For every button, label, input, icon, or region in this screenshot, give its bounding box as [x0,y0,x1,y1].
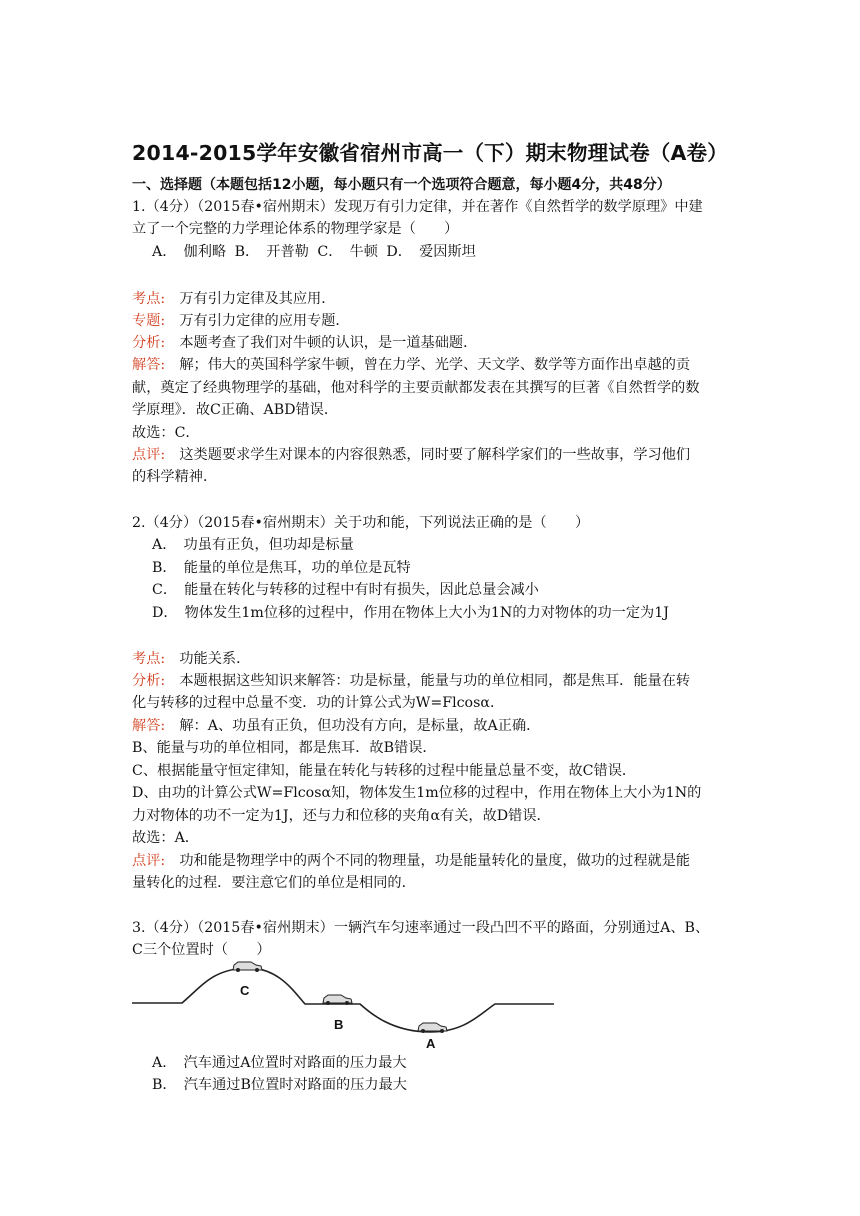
q1-zhuanti [132,311,350,331]
q1-fenxi-text: 本题考查了我们对牛顿的认识，是一道基础题． [165,335,478,351]
section-heading: 一、选择题（本题包括12小题，每小题只有一个选项符合题意，每小题4分，共48分） [132,177,671,193]
q2-option-d: D． 物体发生1m位移的过程中，作用在物体上大小为1N的力对物体的功一定为1J [152,605,669,621]
q2-option-b: B． 能量的单位是焦耳，功的单位是瓦特 [152,560,411,576]
q2-dianping-line2: 量转化的过程．要注意它们的单位是相同的． [132,875,416,891]
figure-label-c: C [240,983,250,998]
q2-fenxi-text1: 本题根据这些知识来解答：功是标量，能量与功的单位相同，都是焦耳．能量在转 [165,673,691,689]
q1-dianping-line1 [132,445,690,465]
car-c-icon [233,962,262,972]
q1-option-c: C． 牛顿 [317,244,378,260]
q2-option-c: C． 能量在转化与转移的过程中有时有损失，因此总量会减小 [152,582,539,598]
label-dianping: 点评: [132,853,166,869]
page-title: 2014-2015学年安徽省宿州市高一（下）期末物理试卷（A卷） [132,141,728,165]
figure-label-b: B [334,1017,344,1032]
q2-jieda-line3: C、根据能量守恒定律知，能量在转化与转移的过程中能量总量不变，故C错误． [132,763,637,779]
car-a-icon [418,1023,447,1033]
label-jieda: 解答: [132,357,166,373]
q2-fenxi-line1 [132,671,690,691]
q1-option-a: A． 伽利略 [152,244,227,260]
q3-stem-line1: 3.（4分）（2015春•宿州期末）一辆汽车匀速率通过一段凸凹不平的路面，分别通过A、B、 [132,920,710,936]
figure-label-a: A [426,1036,436,1050]
q1-zhuanti-text: 万有引力定律的应用专题． [165,313,350,329]
q2-jieda-text1: 解：A、功虽有正负，但功没有方向，是标量，故A正确． [165,718,541,734]
q2-kaodian [132,649,250,669]
label-kaodian: 考点: [132,651,166,667]
q2-jieda-line4: D、由功的计算公式W=Flcosα知，物体发生1m位移的过程中，作用在物体上大小为1N的 [132,785,702,801]
q2-answer: 故选：A． [132,830,199,846]
q1-stem-line1: 1.（4分）（2015春•宿州期末）发现万有引力定律，并在著作《自然哲学的数学原理》中建 [132,199,703,215]
q3-option-b: B． 汽车通过B位置时对路面的压力最大 [152,1077,407,1093]
q2-jieda-line5: 力对物体的功不一定为1J，还与力和位移的夹角α有关，故D错误． [132,808,551,824]
q2-fenxi-line2: 化与转移的过程中总量不变．功的计算公式为W=Flcosα． [132,695,505,711]
q1-options [152,242,476,262]
q1-option-d: D． 爱因斯坦 [386,244,476,260]
q2-option-a: A． 功虽有正负，但功却是标量 [152,537,354,553]
q1-option-b: B． 开普勒 [234,244,309,260]
q1-jieda-text1: 解；伟大的英国科学家牛顿，曾在力学、光学、天文学、数学等方面作出卓越的贡 [165,357,691,373]
road-figure [130,958,560,1050]
q1-jieda-line2: 献，奠定了经典物理学的基础，他对科学的主要贡献都发表在其撰写的巨著《自然哲学的数 [132,380,700,396]
q2-jieda-line1 [132,716,540,736]
q1-fenxi [132,333,477,353]
car-b-icon [323,995,352,1005]
q2-dianping-text1: 功和能是物理学中的两个不同的物理量，功是能量转化的量度，做功的过程就是能 [165,853,691,869]
q1-stem-line2: 立了一个完整的力学理论体系的物理学家是（ ） [132,221,459,237]
q3-stem-line2: C三个位置时（ ） [132,942,271,958]
q2-jieda-line2: B、能量与功的单位相同，都是焦耳．故B错误． [132,740,437,756]
label-jieda: 解答: [132,718,166,734]
q1-dianping-line2: 的科学精神． [132,469,218,485]
q2-kaodian-text: 功能关系． [165,651,251,667]
q1-jieda-line1 [132,355,690,375]
label-dianping: 点评: [132,447,166,463]
label-kaodian: 考点: [132,291,166,307]
label-fenxi: 分析: [132,335,166,351]
q1-kaodian-text: 万有引力定律及其应用． [165,291,336,307]
q2-dianping-line1 [132,851,690,871]
q1-dianping-text1: 这类题要求学生对课本的内容很熟悉，同时要了解科学家们的一些故事，学习他们 [165,447,691,463]
label-zhuanti: 专题: [132,313,166,329]
q3-option-a: A． 汽车通过A位置时对路面的压力最大 [152,1055,407,1071]
label-fenxi: 分析: [132,673,166,689]
q1-kaodian [132,289,335,309]
q2-stem: 2.（4分）（2015春•宿州期末）关于功和能，下列说法正确的是（ ） [132,515,590,531]
q1-answer: 故选：C． [132,425,200,441]
q1-jieda-line3: 学原理》．故C正确、ABD错误． [132,402,339,418]
